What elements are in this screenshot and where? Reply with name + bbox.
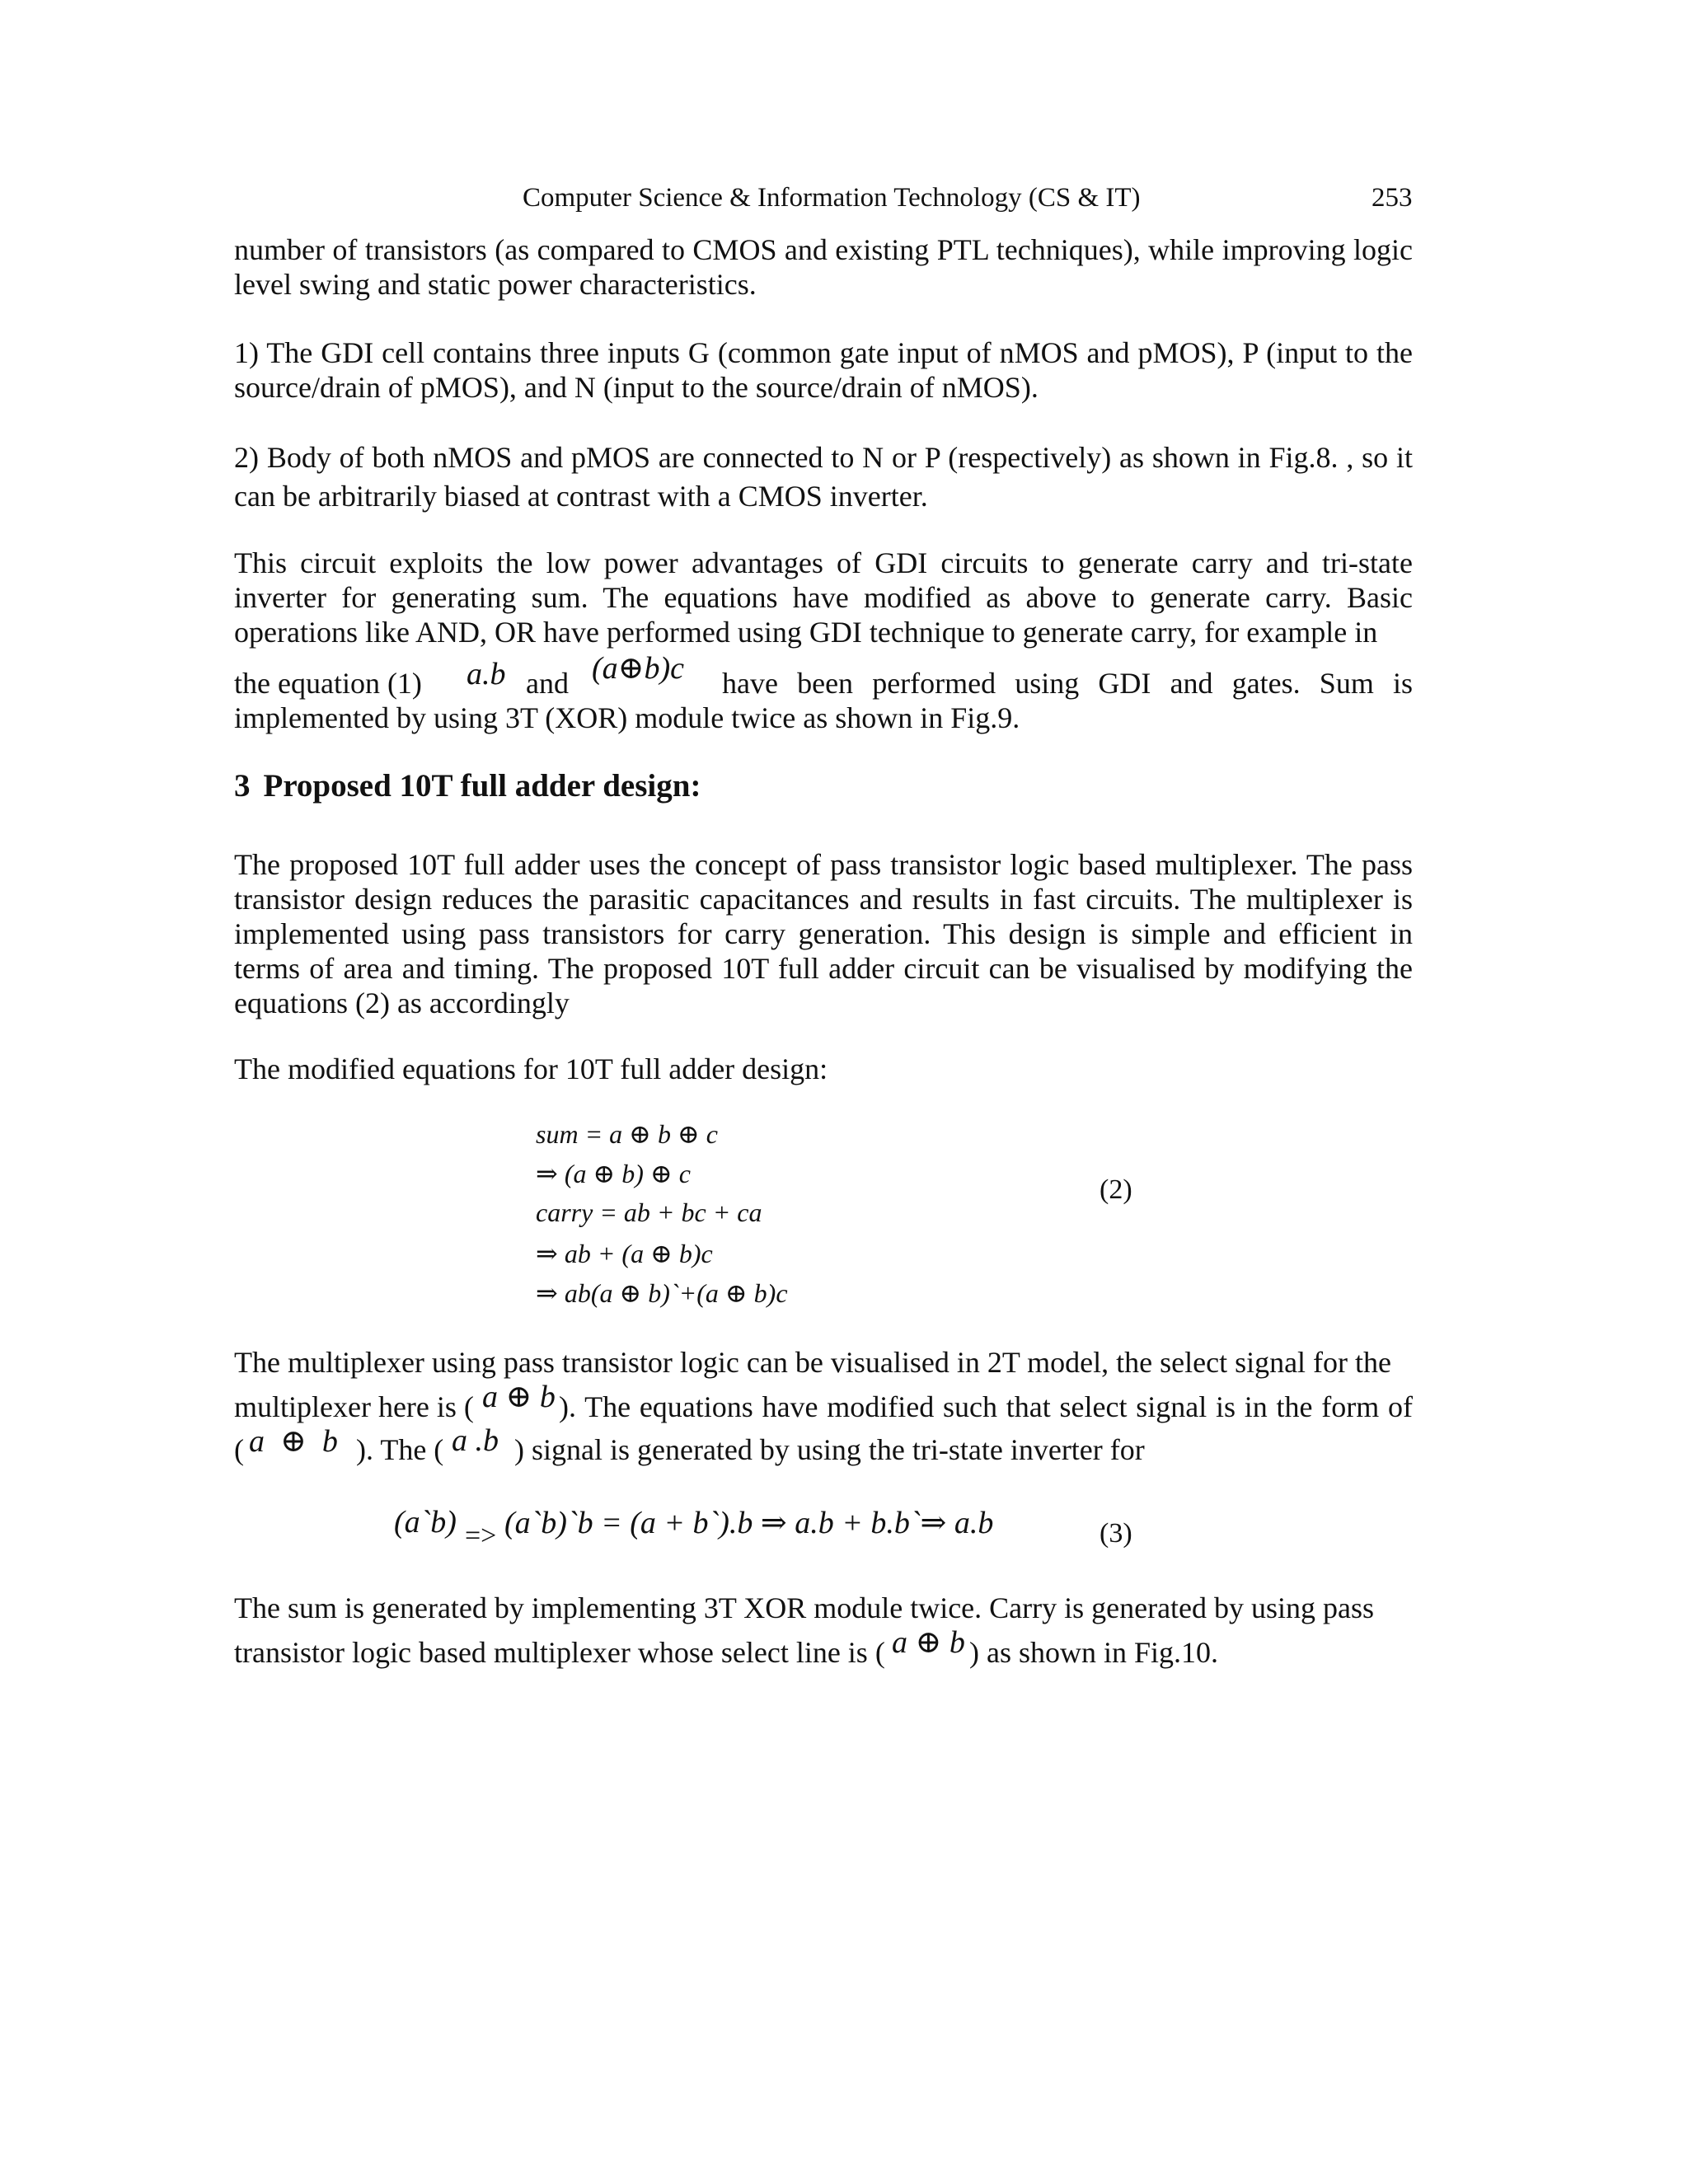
equation-2-line-4: ⇒ ab + (a ⊕ b)c bbox=[536, 1239, 713, 1268]
paragraph-multiplexer-line-2a: multiplexer here is ( bbox=[234, 1390, 474, 1423]
inline-math-axorb-c: (a⊕b)c bbox=[592, 651, 685, 686]
paragraph-sum-carry-line-2a: transistor logic based multiplexer whose select line is ( bbox=[234, 1636, 885, 1669]
equation-3-number: (3) bbox=[1100, 1518, 1132, 1549]
running-header: Computer Science & Information Technology (CS & IT) bbox=[523, 183, 1141, 213]
paragraph-multiplexer-line-3b: ). The ( bbox=[356, 1433, 444, 1466]
paragraph-gdi-circuit: This circuit exploits the low power advantages of GDI circuits to generate carry and tri-state inverter for generating sum. The equations have modified as above to generate carry. Basic operations like AND, OR have performed using GDI technique to generate carry, for example in bbox=[234, 546, 1413, 649]
equation-2-line-2: ⇒ (a ⊕ b) ⊕ c bbox=[536, 1159, 691, 1188]
equation-ref-text: the equation (1) bbox=[234, 667, 422, 700]
equation-3-arrow: => bbox=[465, 1521, 497, 1551]
inline-continuation-text: have been performed using GDI and gates. Sum is bbox=[722, 667, 1413, 700]
inline-and-text: and bbox=[526, 667, 569, 700]
paragraph-sum-carry-line-1: The sum is generated by implementing 3T XOR module twice. Carry is generated by using pass bbox=[234, 1591, 1375, 1624]
section-number: 3 bbox=[234, 768, 251, 804]
section-heading bbox=[234, 767, 701, 804]
paragraph-multiplexer-line-3a: ( bbox=[234, 1433, 244, 1466]
page-number: 253 bbox=[1372, 183, 1413, 213]
equation-3-right: (a`b)`b = (a + b`).b ⇒ a.b + b.b`⇒ a.b bbox=[504, 1506, 994, 1540]
inline-math-select-signal: a ⊕ b bbox=[249, 1424, 338, 1459]
paragraph-multiplexer-line-3c: ) signal is generated by using the tri-state inverter for bbox=[514, 1433, 1145, 1466]
inline-math-select-line: a ⊕ b bbox=[892, 1625, 965, 1660]
section-title: Proposed 10T full adder design: bbox=[263, 768, 701, 804]
inline-math-ab: a.b bbox=[467, 657, 506, 691]
inline-math-a-dot-b: a .b bbox=[452, 1423, 499, 1458]
paragraph-gdi-inputs: 1) The GDI cell contains three inputs G (common gate input of nMOS and pMOS), P (input to the source/drain of pMOS), and N (input to the source/drain of nMOS). bbox=[234, 336, 1413, 404]
paragraph-multiplexer-line-1: The multiplexer using pass transistor logic can be visualised in 2T model, the select signal for the bbox=[234, 1346, 1392, 1379]
paragraph-sum-carry-line-2b: ) as shown in Fig.10. bbox=[969, 1636, 1219, 1669]
inline-math-a-xor-b: a ⊕ b bbox=[482, 1380, 556, 1414]
paragraph-body-bias: 2) Body of both nMOS and pMOS are connected to N or P (respectively) as shown in Fig.8. , so it can be arbitrarily biased at contrast with a CMOS inverter. bbox=[234, 441, 1413, 513]
paragraph-sum-implementation: implemented by using 3T (XOR) module twice as shown in Fig.9. bbox=[234, 701, 1020, 734]
paragraph-modified-equations-intro: The modified equations for 10T full adder design: bbox=[234, 1052, 828, 1085]
paragraph-multiplexer-line-2b: ). The equations have modified such that select signal is in the form of bbox=[559, 1390, 1413, 1423]
equation-2-number: (2) bbox=[1100, 1174, 1132, 1205]
equation-2-line-3: carry = ab + bc + ca bbox=[536, 1197, 762, 1227]
equation-2-line-5: ⇒ ab(a ⊕ b)`+(a ⊕ b)c bbox=[536, 1278, 788, 1308]
equation-2-line-1: sum = a ⊕ b ⊕ c bbox=[536, 1119, 718, 1149]
paragraph-transistor-count: number of transistors (as compared to CMOS and existing PTL techniques), while improving logic level swing and static power characteristics. bbox=[234, 233, 1413, 301]
equation-3-left: (a`b) bbox=[394, 1505, 457, 1540]
paragraph-proposed-design: The proposed 10T full adder uses the concept of pass transistor logic based multiplexer. The pass transistor design reduces the parasitic capacitances and results in fast circuits. The multiplexer is implemented using pass transistors for carry generation. This design is simple and efficient in terms of area and timing. The proposed 10T full adder circuit can be visualised by modifying the equations (2) as accordingly bbox=[234, 848, 1413, 1019]
